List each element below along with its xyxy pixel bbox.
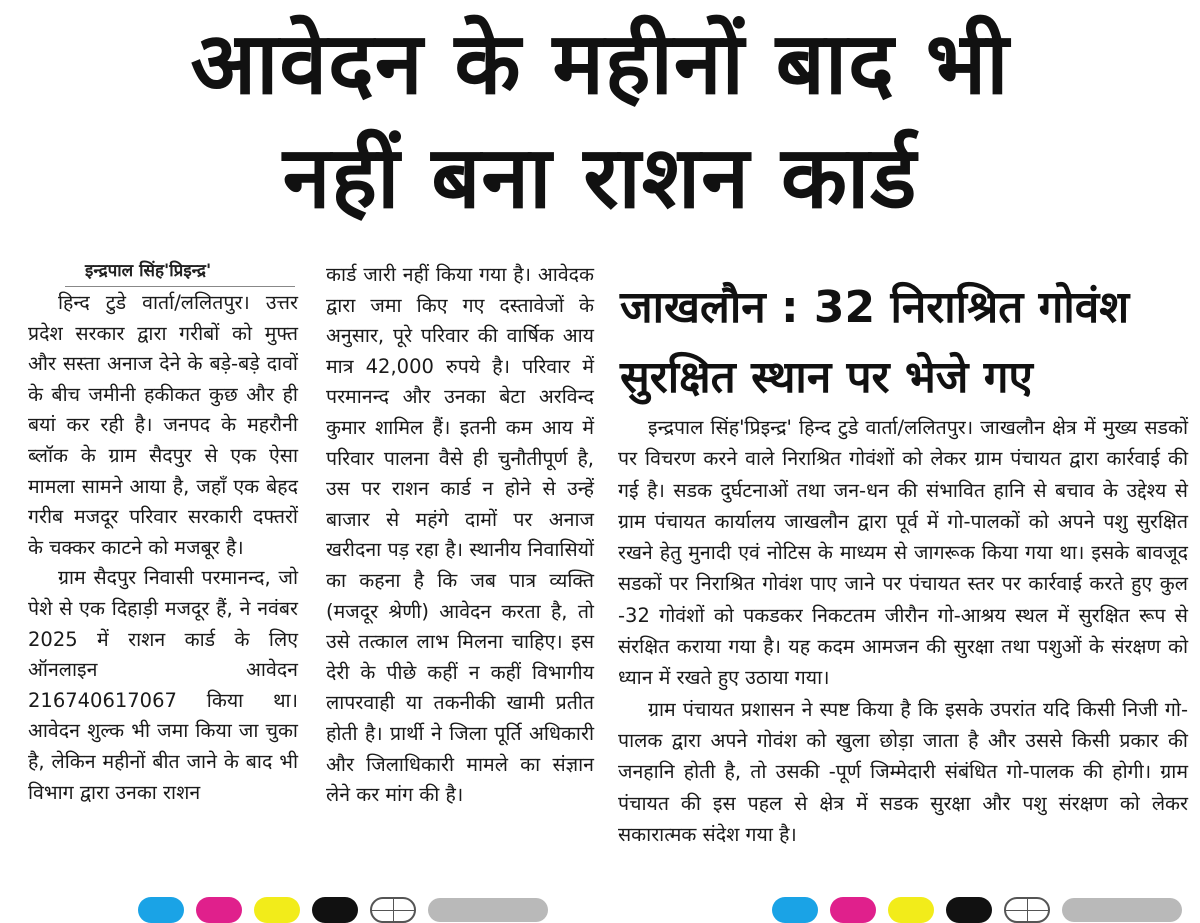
registration-crosshair-icon <box>1004 897 1050 923</box>
story1-byline: इन्द्रपाल सिंह'प्रिइन्द्र' <box>85 261 212 281</box>
magenta-swatch <box>830 897 876 923</box>
story1-column2-text: कार्ड जारी नहीं किया गया है। आवेदक द्वारा जमा किए गए दस्तावेजों के अनुसार, पूरे परिवार की वार्षिक आय मात्र 42,000 रुपये है। परिवार में परमानन्द और उनका बेटा अरविन्द कुमार शामिल हैं। इतनी कम आय में परिवार पालना वैसे ही चुनौतीपूर्ण है, उस पर राशन कार्ड न होने से उन्हें बाजार से महंगे दामों पर अनाज खरीदना पड़ रहा है। स्थानीय निवासियों का कहना है कि जब पात्र व्यक्ति (मजदूर श्रेणी) आवेदन करता है, तो उसे तत्काल लाभ मिलना चाहिए। इस देरी के पीछे कहीं न कहीं विभागीय लापरवाही या तकनीकी खामी प्रतीत होती है। प्रार्थी ने जिला पूर्ति अधिकारी और जिलाधिकारी मामले का संज्ञान लेने कर मांग की है। <box>326 263 594 807</box>
story2-paragraph1: इन्द्रपाल सिंह'प्रिइन्द्र' हिन्द टुडे वार्ता/ललितपुर। जाखलौन क्षेत्र में मुख्य सडकों पर विचरण करने वाले निराश्रित गोवंशों को लेकर ग्राम पंचायत द्वारा कार्रवाई की गई है। सडक दुर्घटनाओं तथा जन-धन की संभावित हानि से बचाव के उद्देश्य से ग्राम पंचायत कार्यालय जाखलौन द्वारा पूर्व में गो-पालकों को अपने पशु सुरक्षित रखने हेतु मुनादी एवं नोटिस के माध्यम से जागरूक किया गया था। इसके बावजूद सडकों पर निराश्रित गोवंश पाए जाने पर पंचायत स्तर पर कार्रवाई करते हुए कुल -32 गोवंशों को पकडकर निकटतम जीरौन गो-आश्रय स्थल में सुरक्षित रूप से संरक्षित कराया गया है। यह कदम आमजन की सुरक्षा तथा पशुओं के संरक्षण को ध्यान में रखते हुए उठाया गया। <box>618 416 1188 690</box>
gray-swatch <box>1062 898 1182 922</box>
cyan-swatch <box>138 897 184 923</box>
yellow-swatch <box>254 897 300 923</box>
story1-paragraph1: हिन्द टुडे वार्ता/ललितपुर। उत्तर प्रदेश सरकार द्वारा गरीबों को मुफ्त और सस्ता अनाज देने के बड़े-बड़े दावों के बीच जमीनी हकीकत कुछ और ही बयां कर रही है। जनपद के महरौनी ब्लॉक के ग्राम सैदपुर से एक ऐसा मामला सामने आया है, जहाँ एक बेहद गरीब मजदूर परिवार सरकारी दफ्तरों के चक्कर काटने को मजबूर है। <box>28 291 298 559</box>
story2-headline-line1: जाखलौन : 32 निराश्रित गोवंश <box>620 282 1130 333</box>
magenta-swatch <box>196 897 242 923</box>
main-headline-line2: नहीं बना राशन कार्ड <box>282 128 918 228</box>
black-swatch <box>946 897 992 923</box>
main-headline-line1: आवेदन के महीनों बाद भी <box>190 14 1010 114</box>
color-registration-marks-left <box>138 897 548 923</box>
story2-headline-line2: सुरक्षित स्थान पर भेजे गए <box>620 352 1033 403</box>
black-swatch <box>312 897 358 923</box>
story1-column1 <box>28 288 298 808</box>
gray-swatch <box>428 898 548 922</box>
story2-body <box>618 412 1188 850</box>
cyan-swatch <box>772 897 818 923</box>
yellow-swatch <box>888 897 934 923</box>
story2-paragraph2: ग्राम पंचायत प्रशासन ने स्पष्ट किया है कि इसके उपरांत यदि किसी निजी गो-पालक द्वारा अपने गोवंश को खुला छोड़ा जाता है और उससे किसी प्रकार की जनहानि होती है, तो उसकी -पूर्ण जिम्मेदारी संबंधित गो-पालक की होगी। ग्राम पंचायत की इस पहल से क्षेत्र में सडक सुरक्षा और पशु संरक्षण को लेकर सकारात्मक संदेश गया है। <box>618 697 1188 846</box>
story1-column2 <box>326 260 594 811</box>
byline-divider <box>65 286 295 287</box>
color-registration-marks-right <box>772 897 1182 923</box>
story1-paragraph2: ग्राम सैदपुर निवासी परमानन्द, जो पेशे से एक दिहाड़ी मजदूर हैं, ने नवंबर 2025 में राशन कार्ड के लिए ऑनलाइन आवेदन 216740617067 किया था। आवेदन शुल्क भी जमा किया जा चुका है, लेकिन महीनों बीत जाने के बाद भी विभाग द्वारा उनका राशन <box>28 566 298 804</box>
registration-crosshair-icon <box>370 897 416 923</box>
